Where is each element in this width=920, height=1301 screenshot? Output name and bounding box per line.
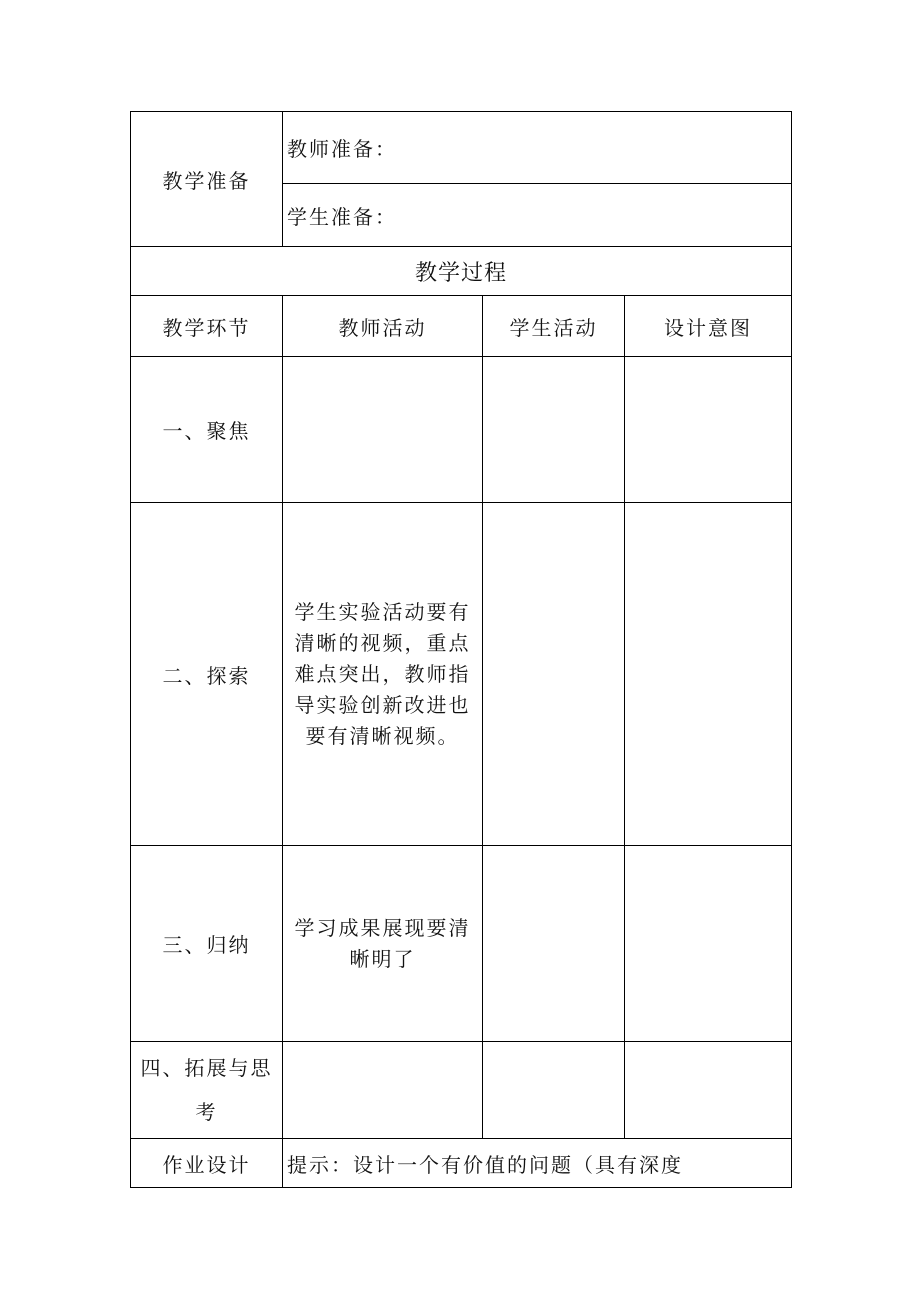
teacher-activity-text: 学生实验活动要有清晰的视频，重点难点突出，教师指导实验创新改进也要有清晰视频。 [294,599,471,748]
student-activity-cell [483,503,625,846]
stage-cell: 二、探索 [131,503,283,846]
teacher-activity-cell [283,503,483,846]
table-row [131,1042,792,1139]
homework-label: 作业设计 [131,1139,283,1188]
table-row [131,503,792,846]
student-preparation-field: 学生准备： [283,184,792,247]
process-title-row [131,247,792,296]
preparation-label: 教学准备 [131,112,283,247]
homework-hint: 提示：设计一个有价值的问题（具有深度 [283,1139,792,1188]
design-intent-cell [625,503,792,846]
teacher-activity-cell [283,1042,483,1139]
header-teacher-activity: 教师活动 [283,296,483,357]
stage-label: 四、拓展与思考 [140,1056,273,1124]
teacher-activity-text: 学习成果展现要清晰明了 [294,915,471,971]
teacher-activity-cell [283,357,483,503]
student-activity-cell [483,846,625,1042]
student-activity-cell [483,357,625,503]
lesson-plan-table [130,111,792,1188]
header-design-intent: 设计意图 [625,296,792,357]
design-intent-cell [625,846,792,1042]
teacher-activity-cell [283,846,483,1042]
process-header-row [131,296,792,357]
preparation-row-teacher [131,112,792,184]
teacher-preparation-field: 教师准备： [283,112,792,184]
table-row [131,357,792,503]
process-title: 教学过程 [131,247,792,296]
stage-cell: 三、归纳 [131,846,283,1042]
stage-cell [131,1042,283,1139]
design-intent-cell [625,1042,792,1139]
design-intent-cell [625,357,792,503]
header-stage: 教学环节 [131,296,283,357]
header-student-activity: 学生活动 [483,296,625,357]
student-activity-cell [483,1042,625,1139]
table-row [131,846,792,1042]
stage-cell: 一、聚焦 [131,357,283,503]
homework-row [131,1139,792,1188]
